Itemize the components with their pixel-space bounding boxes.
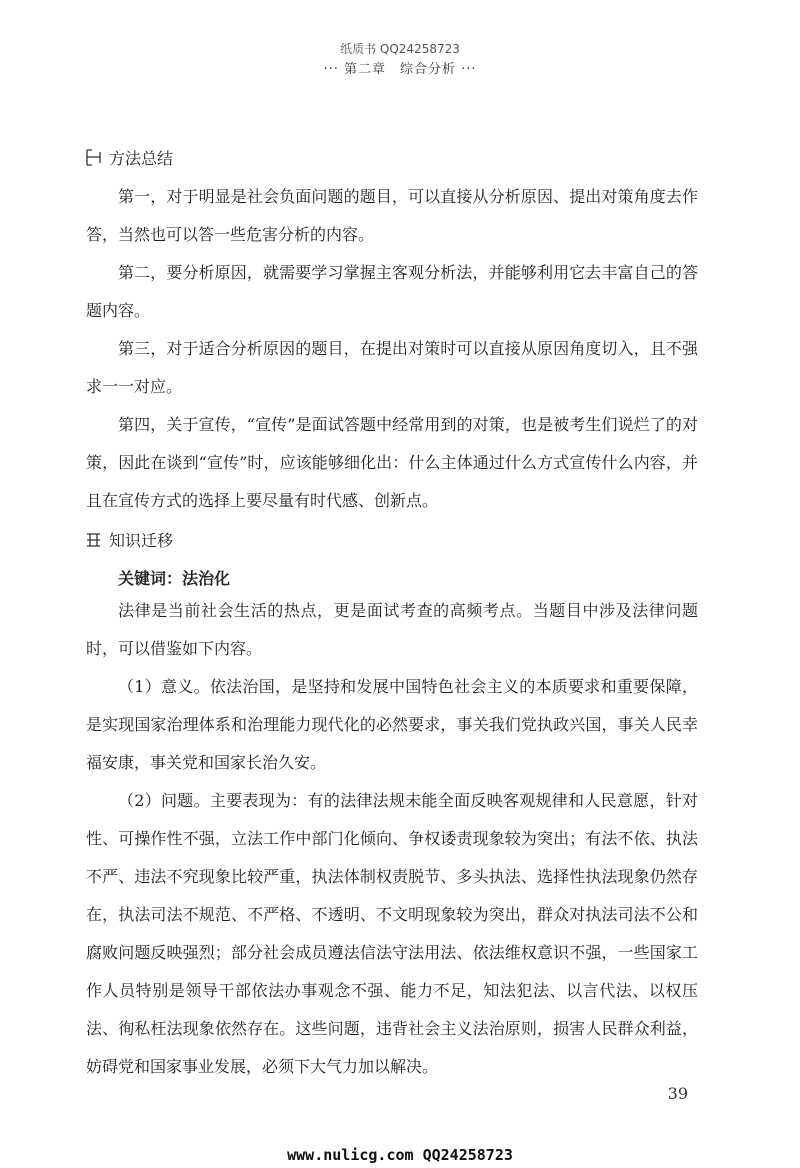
paragraph: （1）意义。依法治国，是坚持和发展中国特色社会主义的本质要求和重要保障，是实现国家治理体系和治理能力现代化的必然要求，事关我们党执政兴国，事关人民幸福安康，事关党和国家长治久安。	[86, 677, 698, 772]
paragraph: （2）问题。主要表现为：有的法律法规未能全面反映客观规律和人民意愿，针对性、可操作性不强，立法工作中部门化倾向、争权诿责现象较为突出；有法不依、执法不严、违法不究现象比较严重，执法体制权责脱节、多头执法、选择性执法现象仍然存在，执法司法不规范、不严格、不透明、不文明现象较为突出，群众对执法司法不公和腐败问题反映强烈；部分社会成员遵法信法守法用法、依法维权意识不强，一些国家工作人员特别是领导干部依法办事观念不强、能力不足，知法犯法、以言代法、以权压法、徇私枉法现象依然存在。这些问题，违背社会主义法治原则，损害人民群众利益，妨碍党和国家事业发展，必须下大气力加以解决。	[86, 791, 698, 1076]
page-number: 39	[667, 1084, 688, 1103]
section-heading-method	[86, 146, 173, 169]
paragraph: 第四，关于宣传，“宣传”是面试答题中经常用到的对策，也是被考生们说烂了的对策，因此在谈到“宣传”时，应该能够细化出：什么主体通过什么方式宣传什么内容，并且在宣传方式的选择上要尽量有时代感、创新点。	[86, 415, 698, 510]
keyword-label: 关键词：法治化	[118, 569, 231, 588]
chapter-header: ··· 第二章 综合分析 ···	[323, 62, 477, 77]
paragraph: 第二，要分析原因，就需要学习掌握主客观分析法，并能够利用它去丰富自己的答题内容。	[86, 263, 698, 320]
section-bracket-icon	[86, 531, 101, 548]
paragraph: 第一，对于明显是社会负面问题的题目，可以直接从分析原因、提出对策角度去作答，当然也可以答一些危害分析的内容。	[86, 187, 698, 244]
header-watermark: 纸质书 QQ24258723	[340, 42, 460, 56]
paragraph: 法律是当前社会生活的热点，更是面试考查的高频考点。当题目中涉及法律问题时，可以借鉴如下内容。	[86, 601, 698, 658]
section-title: 方法总结	[109, 149, 174, 168]
section-heading-knowledge	[86, 528, 173, 551]
footer-url: www.nulicg.com QQ24258723	[287, 1146, 513, 1164]
section-bracket-icon	[86, 149, 101, 166]
paragraph: 第三，对于适合分析原因的题目，在提出对策时可以直接从原因角度切入，且不强求一一对应。	[86, 339, 698, 396]
section-title: 知识迁移	[109, 531, 174, 550]
